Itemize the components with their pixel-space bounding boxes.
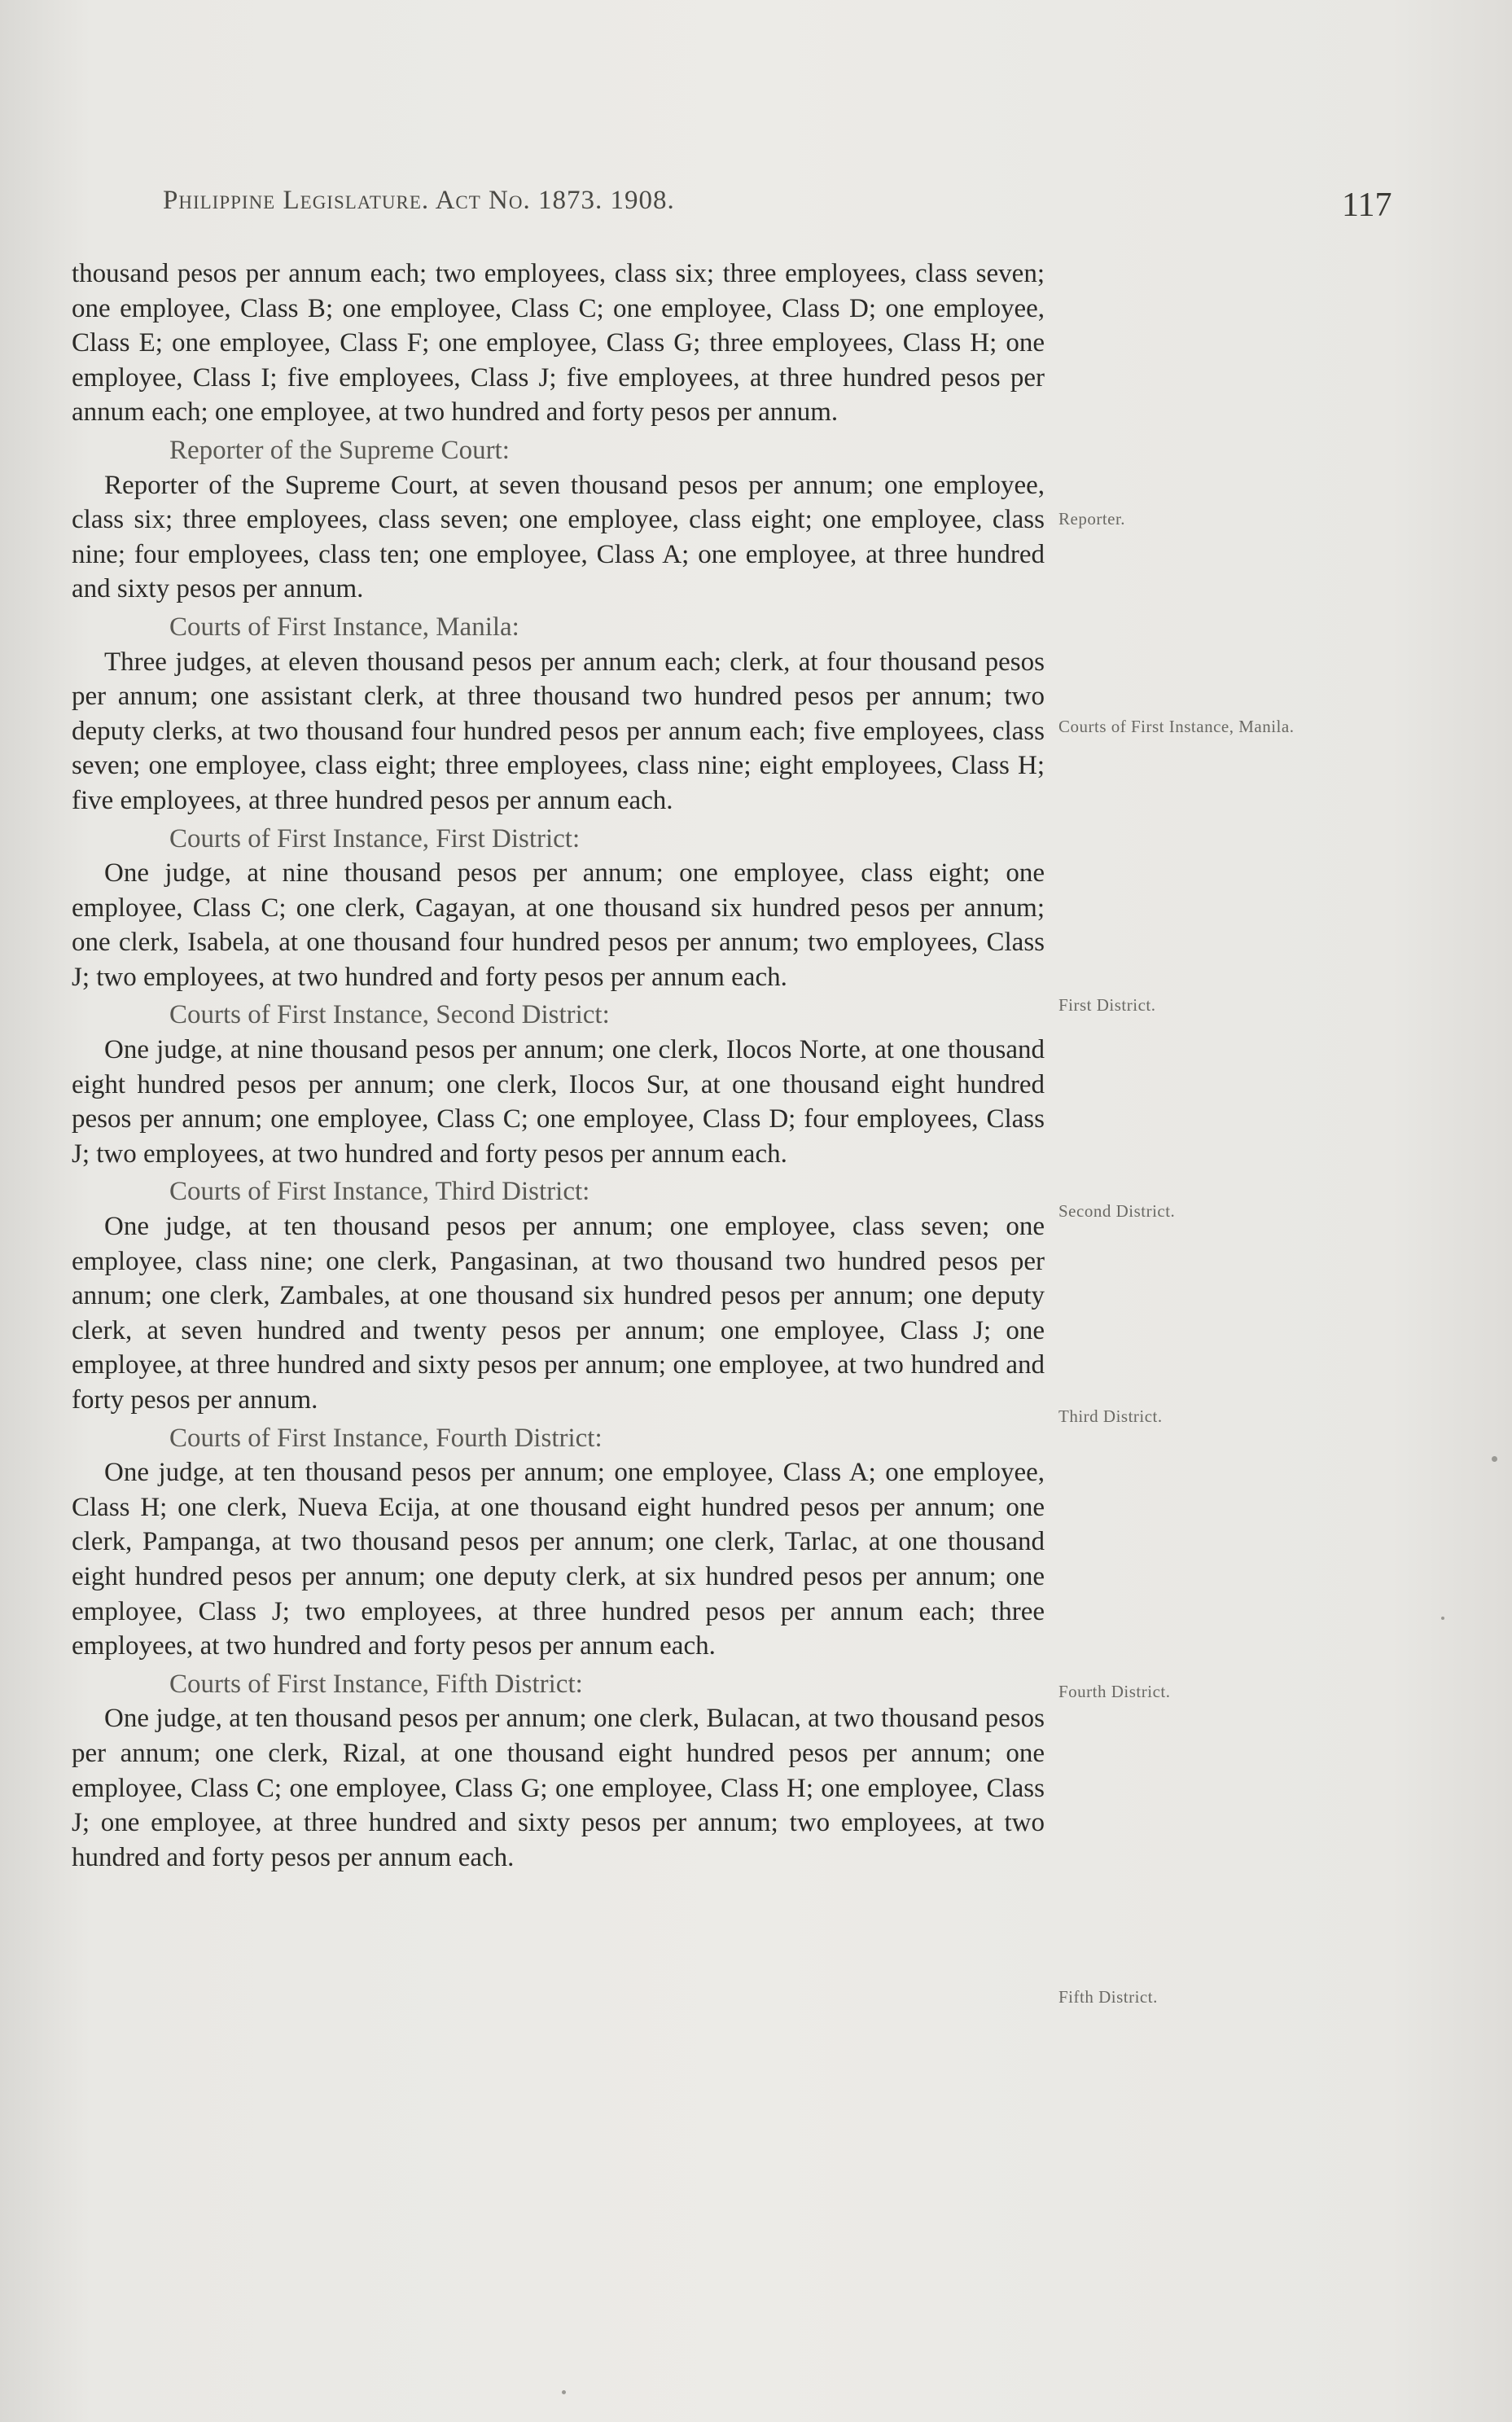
side-note-third-district: Third District. <box>1058 1406 1163 1426</box>
running-header: Philippine Legislature. Act No. 1873. 1908. <box>163 186 675 215</box>
paragraph-reporter: Reporter of the Supreme Court, at seven thousand pesos per annum; one employee, class six; three employees, class seven; one employee, class eight; one employee, class nine; four employees, class ten; one employee, Class A; one employee, at three hundred and sixty pesos per annum. <box>72 470 1045 604</box>
side-note-fourth-district: Fourth District. <box>1058 1682 1171 1701</box>
paragraph-third-district: One judge, at ten thousand pesos per annum; one employee, class seven; one employee, class nine; one clerk, Pangasinan, at two thousand two hundred pesos per annum; one clerk, Zambales, at one thousand six hundred pesos per annum; one deputy clerk, at seven hundred and twenty pesos per annum; one employee, Class J; one employee, at three hundred and sixty pesos per annum; one employee, at two hundred and forty pesos per annum. <box>72 1212 1045 1415</box>
paragraph-continued: thousand pesos per annum each; two employees, class six; three employees, class seven; one employee, Class B; one employee, Class C; one employee, Class D; one employee, Class E; one employee, Class F; one employee, Class G; three employees, Class H; one employee, Class I; five employees, Class J; five employees, at three hundred pesos per annum each; one employee, at two hundred and forty pesos per annum. <box>72 259 1045 428</box>
side-note-reporter: Reporter. <box>1058 509 1126 529</box>
side-note-second-district: Second District. <box>1058 1201 1176 1221</box>
heading-second-district: Courts of First Instance, Second District: <box>169 1000 610 1030</box>
paragraph-fourth-district: One judge, at ten thousand pesos per annum; one employee, Class A; one employee, Class H; one clerk, Nueva Ecija, at one thousand eight hundred pesos per annum; one clerk, Pampanga, at two thousand pesos per annum; one clerk, Tarlac, at one thousand eight hundred pesos per annum; one deputy clerk, at six hundred pesos per annum; one employee, Class J; two employees, at three hundred pesos per annum each; three employees, at two hundred and forty pesos per annum each. <box>72 1458 1045 1661</box>
heading-third-district: Courts of First Instance, Third District: <box>169 1177 590 1207</box>
paragraph-first-district: One judge, at nine thousand pesos per annum; one employee, class eight; one employee, Class C; one clerk, Cagayan, at one thousand six hundred pesos per annum; one clerk, Isabela, at one thousand four hundred pesos per annum; two employees, Class J; two employees, at two hundred and forty pesos per annum each. <box>72 858 1045 992</box>
heading-fifth-district: Courts of First Instance, Fifth District: <box>169 1669 583 1699</box>
paper-speck <box>1492 1456 1497 1462</box>
paper-speck <box>1441 1617 1444 1620</box>
paragraph-fifth-district: One judge, at ten thousand pesos per annum; one clerk, Bulacan, at two thousand pesos per annum; one clerk, Rizal, at one thousand eight hundred pesos per annum; one employee, Class C; one employee, Class G; one employee, Class H; one employee, Class J; one employee, at three hundred and sixty pesos per annum; two employees, at two hundred and forty pesos per annum each. <box>72 1704 1045 1872</box>
paper-speck <box>562 2390 566 2394</box>
heading-reporter: Reporter of the Supreme Court: <box>169 435 510 465</box>
heading-fourth-district: Courts of First Instance, Fourth District: <box>169 1423 603 1453</box>
heading-first-district: Courts of First Instance, First District: <box>169 823 581 853</box>
side-note-first-district: First District. <box>1058 995 1156 1015</box>
side-note-fifth-district: Fifth District. <box>1058 1987 1158 2007</box>
paragraph-second-district: One judge, at nine thousand pesos per annum; one clerk, Ilocos Norte, at one thousand eight hundred pesos per annum; one clerk, Ilocos Sur, at one thousand eight hundred pesos per annum; one employee, Class C; one employee, Class D; four employees, Class J; two employees, at two hundred and forty pesos per annum each. <box>72 1035 1045 1169</box>
side-note-manila: Courts of First Instance, Manila. <box>1058 717 1295 736</box>
paragraph-manila: Three judges, at eleven thousand pesos per annum each; clerk, at four thousand pesos per annum; one assistant clerk, at three thousand two hundred pesos per annum; two deputy clerks, at two thousand four hundred pesos per annum each; five employees, class seven; one employee, class eight; three employees, class nine; eight employees, Class H; five employees, at three hundred pesos per annum each. <box>72 647 1045 815</box>
page-number: 117 <box>1342 186 1392 224</box>
body-text <box>72 257 1045 1875</box>
heading-manila: Courts of First Instance, Manila: <box>169 612 519 642</box>
